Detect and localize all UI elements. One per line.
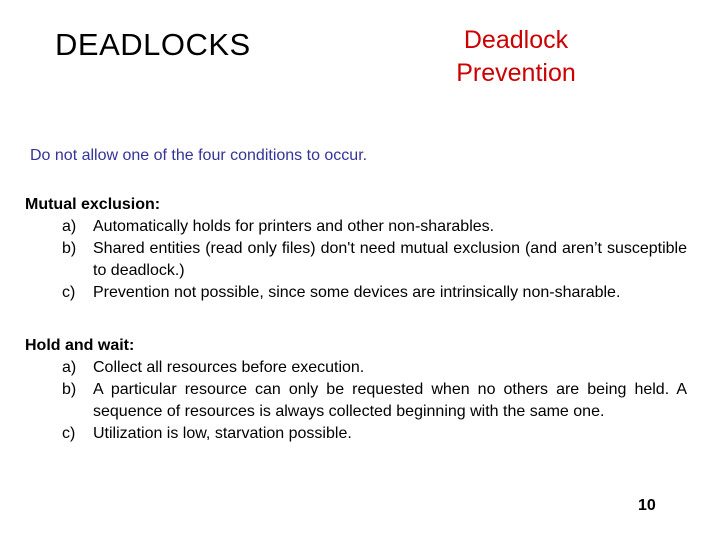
list-item (25, 238, 687, 282)
subtitle-line-2: Prevention (456, 59, 576, 87)
item-list (25, 357, 687, 445)
list-item (25, 423, 687, 445)
list-marker: c) (62, 284, 76, 301)
intro-text: Do not allow one of the four conditions to occur. (30, 147, 368, 164)
list-item (25, 282, 687, 304)
section-hold-and-wait (25, 335, 687, 445)
list-item (25, 216, 687, 238)
section-heading: Mutual exclusion: (25, 196, 161, 213)
section-heading: Hold and wait: (25, 337, 135, 354)
list-marker: b) (62, 240, 77, 257)
list-marker: a) (62, 218, 77, 235)
slide-title: DEADLOCKS (55, 27, 251, 62)
list-item-text: Automatically holds for printers and other non-sharables. (93, 218, 495, 235)
slide-subtitle (430, 24, 602, 90)
list-item-text: Collect all resources before execution. (93, 359, 365, 376)
list-item-text: A particular resource can only be requested when no others are being held. A sequence of resources is always collected beginning with the same one. (93, 381, 687, 420)
list-item-text: Shared entities (read only files) don't need mutual exclusion (and aren’t susceptible to deadlock.) (93, 240, 687, 279)
subtitle-line-1: Deadlock (463, 26, 569, 54)
list-marker: c) (62, 425, 76, 442)
list-marker: a) (62, 359, 77, 376)
list-marker: b) (62, 381, 77, 398)
list-item (25, 379, 687, 423)
section-mutual-exclusion (25, 194, 687, 304)
list-item-text: Prevention not possible, since some devices are intrinsically non-sharable. (93, 284, 621, 301)
list-item-text: Utilization is low, starvation possible. (93, 425, 352, 442)
item-list (25, 216, 687, 304)
list-item (25, 357, 687, 379)
page-number: 10 (638, 497, 656, 514)
